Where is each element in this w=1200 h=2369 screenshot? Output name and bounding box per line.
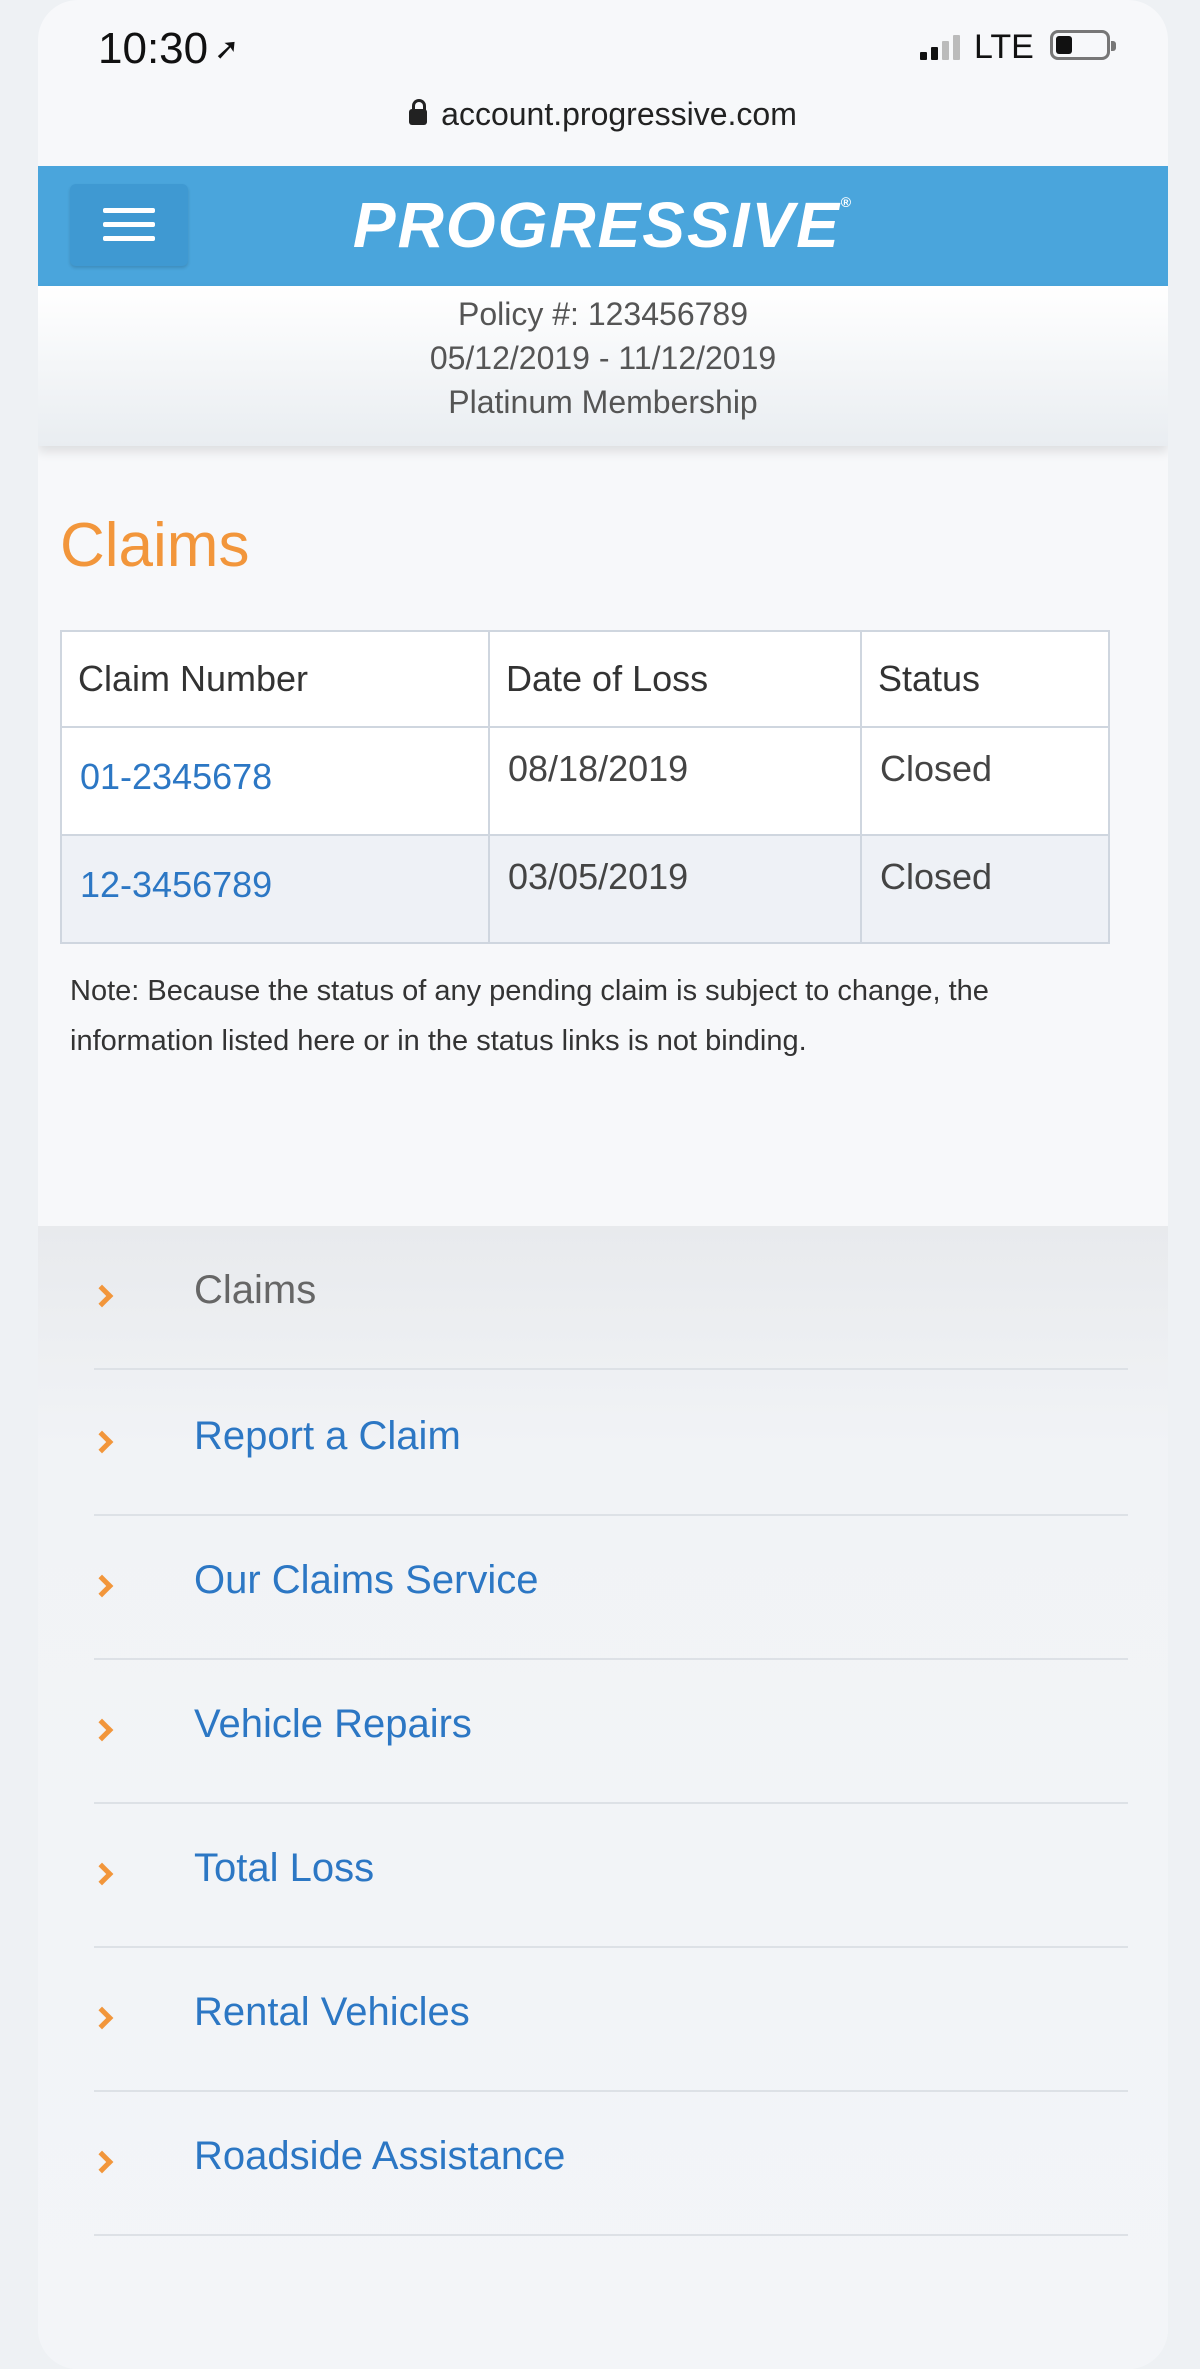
site-header: [38, 166, 1168, 286]
nav-item-label: Vehicle Repairs: [194, 1702, 472, 1746]
status-time: [98, 24, 239, 74]
url-text: account.progressive.com: [441, 96, 797, 132]
status-bar: [38, 0, 1168, 90]
date-of-loss-cell: 08/18/2019: [489, 727, 861, 835]
table-row: [61, 727, 1109, 835]
membership-level: Platinum Membership: [448, 384, 758, 420]
status-cell: Closed: [861, 727, 1109, 835]
policy-info: [38, 286, 1168, 446]
nav-item-report-a-claim[interactable]: [94, 1372, 1128, 1516]
policy-number: Policy #: 123456789: [458, 296, 748, 332]
address-bar[interactable]: [38, 96, 1168, 133]
nav-item-label: Roadside Assistance: [194, 2134, 566, 2178]
phone-screen: [38, 0, 1168, 2369]
claims-nav-menu: [38, 1226, 1168, 2369]
table-row: [61, 835, 1109, 943]
nav-item-roadside-assistance[interactable]: [94, 2092, 1128, 2236]
nav-item-claims[interactable]: [94, 1226, 1128, 1370]
policy-dates: 05/12/2019 - 11/12/2019: [429, 340, 777, 376]
nav-item-rental-vehicles[interactable]: [94, 1948, 1128, 2092]
table-header-row: [61, 631, 1109, 727]
chevron-right-icon: [91, 1285, 114, 1308]
claims-note: Note: Because the status of any pending claim is subject to change, the information listed here or in the status links is not binding.: [70, 975, 989, 1057]
nav-item-label: Rental Vehicles: [194, 1990, 470, 2034]
column-header-status: Status: [861, 631, 1109, 727]
chevron-right-icon: [91, 1575, 114, 1598]
claims-table: [60, 630, 1110, 944]
progressive-logo[interactable]: PROGRESSIVE®: [352, 189, 854, 261]
chevron-right-icon: [91, 1863, 114, 1886]
page-title: Claims: [60, 511, 250, 580]
battery-icon: [1050, 30, 1110, 60]
nav-item-label: Claims: [194, 1268, 317, 1312]
nav-item-label: Our Claims Service: [194, 1558, 539, 1602]
chevron-right-icon: [91, 2007, 114, 2030]
status-cell: Closed: [861, 835, 1109, 943]
time-text: 10:30: [98, 24, 209, 73]
chevron-right-icon: [91, 1719, 114, 1742]
nav-item-total-loss[interactable]: [94, 1804, 1128, 1948]
lock-icon: [409, 109, 427, 125]
nav-item-our-claims-service[interactable]: [94, 1516, 1128, 1660]
column-header-claim-number: Claim Number: [61, 631, 489, 727]
nav-item-vehicle-repairs[interactable]: [94, 1660, 1128, 1804]
claim-number-link[interactable]: 01-2345678: [80, 756, 273, 797]
nav-item-label: Total Loss: [194, 1846, 375, 1890]
claim-number-cell: [61, 835, 489, 943]
signal-strength-icon: [920, 34, 968, 60]
chevron-right-icon: [91, 1431, 114, 1454]
location-arrow-icon: ➚: [214, 33, 240, 66]
chevron-right-icon: [91, 2151, 114, 2174]
claim-number-cell: [61, 727, 489, 835]
nav-item-label: Report a Claim: [194, 1414, 461, 1458]
claim-number-link[interactable]: 12-3456789: [80, 864, 273, 905]
network-type: LTE: [974, 28, 1034, 66]
date-of-loss-cell: 03/05/2019: [489, 835, 861, 943]
column-header-date-of-loss: Date of Loss: [489, 631, 861, 727]
